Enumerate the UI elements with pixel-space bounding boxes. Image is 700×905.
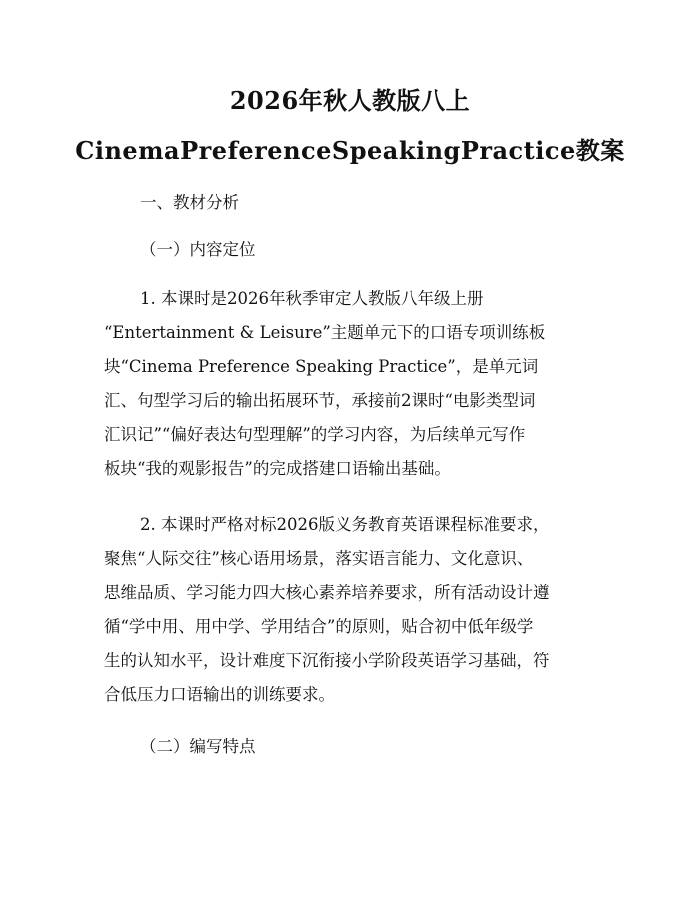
paragraph-1-line: 1. 本课时是2026年秋季审定人教版八年级上册	[140, 289, 484, 308]
paragraph-1	[104, 282, 604, 486]
paragraph-2-line: 生的认知水平，设计难度下沉衔接小学阶段英语学习基础，符	[104, 651, 550, 670]
paragraph-1-line: 汇识记”“偏好表达句型理解”的学习内容，为后续单元写作	[104, 425, 526, 444]
paragraph-2-line: 循“学中用、用中学、学用结合”的原则，贴合初中低年级学	[104, 617, 534, 636]
paragraph-1-line: 块“Cinema Preference Speaking Practice”，是单元词	[104, 357, 539, 376]
paragraph-2-line: 聚焦“人际交往”核心语用场景，落实语言能力、文化意识、	[104, 549, 534, 568]
document-title-line-1: 2026年秋人教版八上	[229, 86, 471, 115]
paragraph-2-line: 2. 本课时严格对标2026版义务教育英语课程标准要求，	[140, 515, 550, 534]
paragraph-2	[104, 508, 604, 712]
paragraph-1-line: 汇、句型学习后的输出拓展环节，承接前2课时“电影类型词	[104, 391, 536, 410]
paragraph-2-line: 思维品质、学习能力四大核心素养培养要求，所有活动设计遵	[104, 583, 550, 602]
paragraph-1-line: “Entertainment & Leisure”主题单元下的口语专项训练板	[104, 323, 546, 342]
document-title-line-2: CinemaPreferenceSpeakingPractice教案	[75, 136, 625, 165]
paragraph-1-line: 板块“我的观影报告”的完成搭建口语输出基础。	[104, 459, 451, 478]
subsection-heading-writing-features: （二）编写特点	[140, 737, 256, 756]
section-heading-textbook-analysis: 一、教材分析	[140, 193, 239, 212]
subsection-heading-content-positioning: （一）内容定位	[140, 240, 256, 259]
paragraph-2-line: 合低压力口语输出的训练要求。	[104, 685, 335, 704]
